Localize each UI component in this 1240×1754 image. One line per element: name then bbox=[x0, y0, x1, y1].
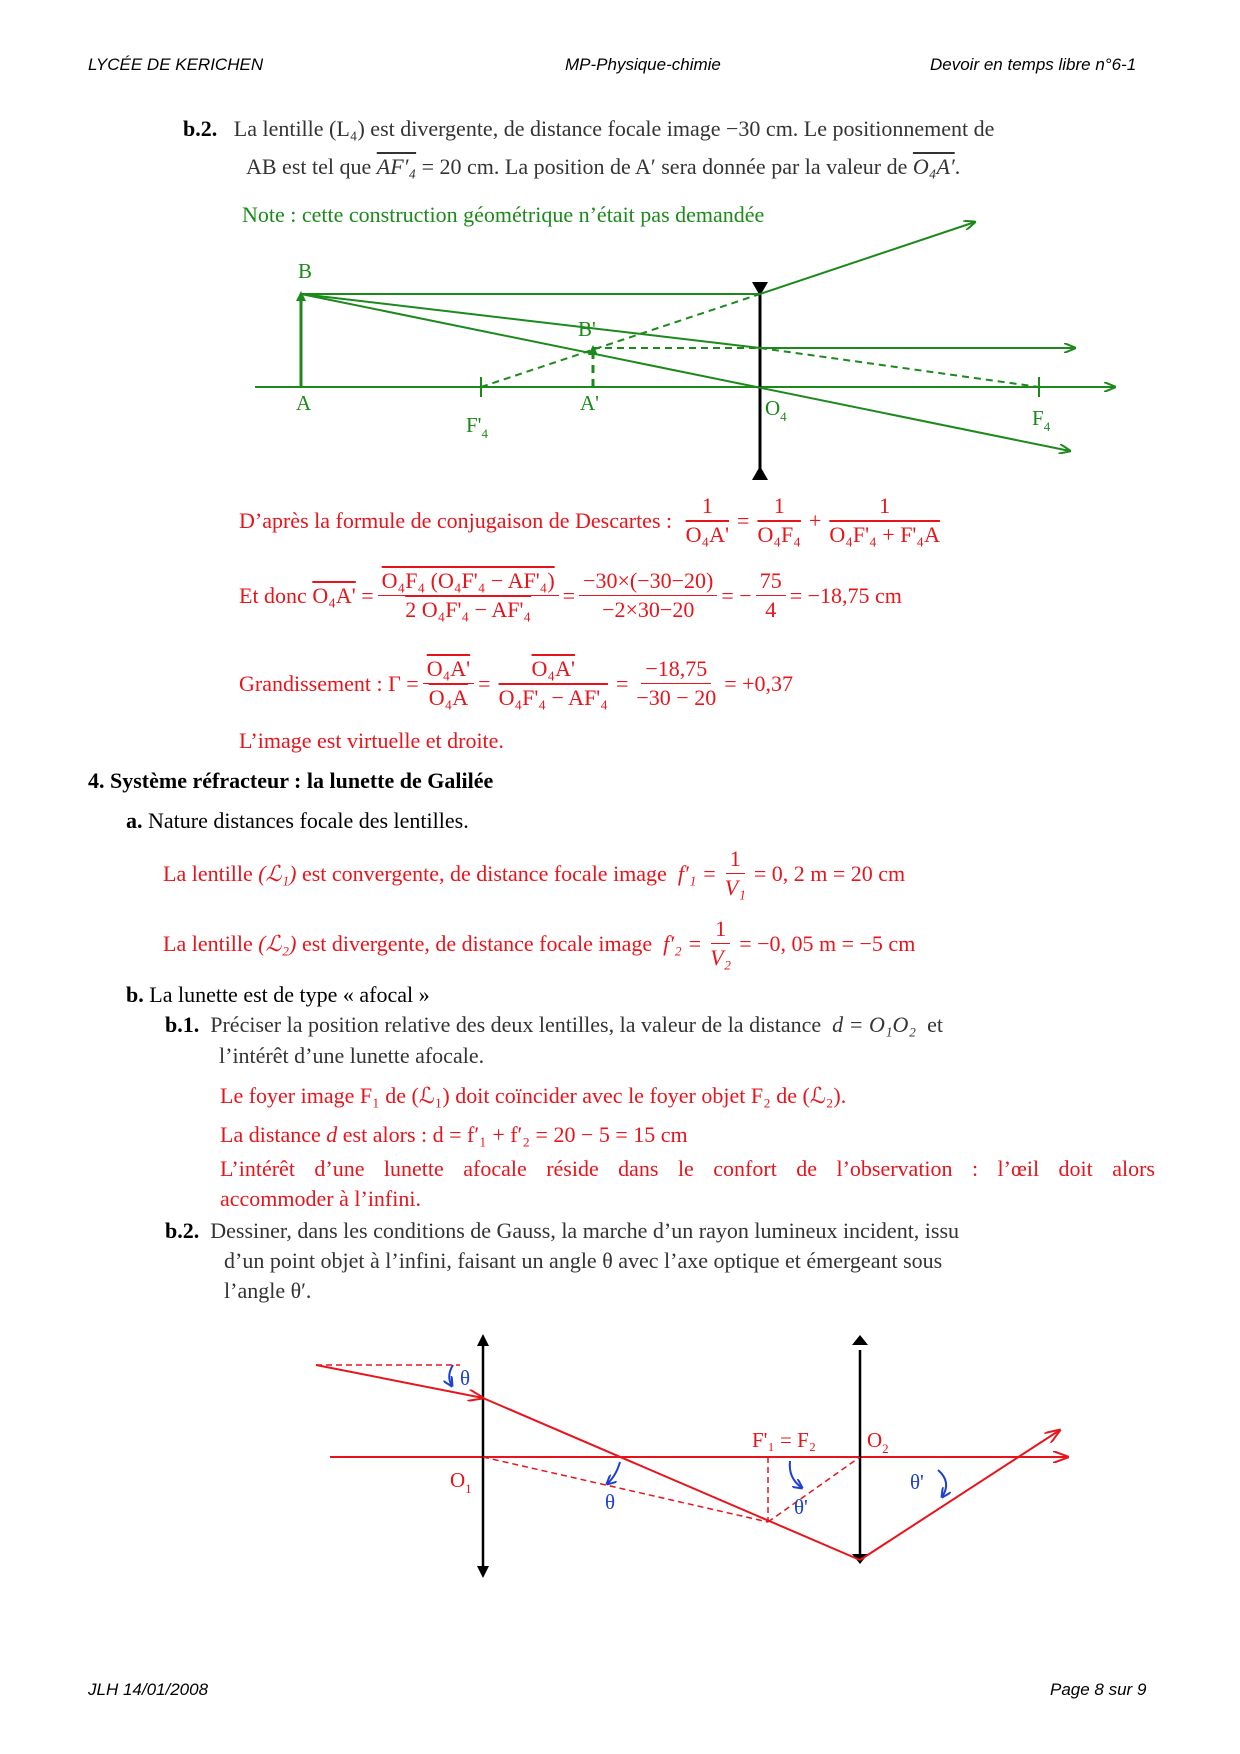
label-theta-incident: θ bbox=[460, 1366, 471, 1390]
b1-statement-line2: l’intérêt d’une lunette afocale. bbox=[219, 1043, 485, 1068]
lens2-fraction: $\frac{1}{\text{V₂}}$ bbox=[710, 916, 732, 970]
lens2-result: = −0, 05 m = −5 cm bbox=[739, 930, 916, 956]
section4-title: 4. Système réfracteur : la lunette de Galilée bbox=[88, 768, 494, 793]
b1-interet-line2: accommoder à l’infini. bbox=[220, 1186, 421, 1211]
descartes-label: D’après la formule de conjugaison de Descartes : bbox=[239, 507, 673, 533]
b2-af4: AF′₄ bbox=[376, 154, 417, 179]
grandissement-result: = +0,37 bbox=[724, 670, 794, 696]
lens-construction-diagram bbox=[240, 210, 1140, 490]
header-left: LYCÉE DE KERICHEN bbox=[88, 55, 264, 74]
ray-focal-to-f4 bbox=[760, 348, 1039, 387]
angle-theta-incident-arrow bbox=[449, 1365, 453, 1386]
ray-parallel-virtual bbox=[481, 294, 760, 387]
b2b-statement-line3: l’angle θ′. bbox=[224, 1278, 312, 1303]
b2-o4a: O₄A′ bbox=[912, 154, 955, 179]
lens1-symbol: (ℒ₁) bbox=[258, 860, 297, 886]
b2-line2-a: AB est tel que bbox=[246, 154, 372, 179]
label-theta-prime-exit: θ' bbox=[910, 1470, 924, 1494]
emergent-ray bbox=[860, 1430, 1060, 1560]
grandissement-fraction-1: $\frac{\text{O₄A'}}{\text{O₄A}}$ bbox=[423, 655, 474, 712]
angle-theta-arrow bbox=[607, 1462, 620, 1484]
lens1-result: = 0, 2 m = 20 cm bbox=[753, 860, 906, 886]
header-center: MP-Physique-chimie bbox=[565, 55, 721, 74]
label-theta: θ bbox=[605, 1490, 616, 1514]
label-o2: $O_2$ bbox=[867, 1428, 889, 1456]
grandissement-label: Grandissement : Γ = bbox=[239, 670, 419, 696]
image-virtual-text: L’image est virtuelle et droite. bbox=[239, 728, 504, 753]
grandissement-fraction-3: $\frac{-18,75}{-30 - 20}$ bbox=[636, 656, 717, 710]
ray-center bbox=[301, 294, 1070, 451]
b2b-statement-line2: d’un point objet à l’infini, faisant un angle θ avec l’axe optique et émergeant sous bbox=[224, 1248, 943, 1273]
footer-left: JLH 14/01/2008 bbox=[88, 1680, 209, 1699]
part-a: a. Nature distances focale des lentilles. bbox=[126, 808, 469, 833]
label-a: A bbox=[296, 391, 312, 415]
label-f4-prime: $F'_4$ bbox=[466, 413, 488, 441]
b1-interet-line1: L’intérêt d’une lunette afocale réside dans le confort de l’observation : l’œil doit alors bbox=[220, 1156, 1155, 1181]
ray-between-lenses bbox=[483, 1398, 860, 1560]
ray-parallel-refracted bbox=[760, 222, 975, 294]
galilean-telescope-diagram bbox=[300, 1325, 1080, 1580]
b2-number: b.2. bbox=[183, 116, 218, 141]
grandissement-fraction-2: $\frac{\text{O₄A'}}{\text{O₄F'₄ − AF'₄}}$ bbox=[498, 656, 608, 710]
grandissement-formula: Grandissement : Γ = $\frac{\text{O₄A'}}{\text{O₄A}}$ = $\frac{\text{O₄A'}}{\text{O₄F'₄ − AF'₄}}$ = $\frac{-18,75}{-30 - 20}$ = +0,37 bbox=[239, 656, 794, 710]
lens2-statement: La lentille (ℒ₂) est divergente, de distance focale image f′₂ = $\frac{1}{\text{V₂}}$ = −0, 05 m = −5 cm bbox=[163, 916, 916, 970]
descartes-term2: $\frac{1}{\text{O₄F'₄ + F'₄A}}$ bbox=[829, 493, 940, 547]
label-b-prime: B' bbox=[578, 317, 596, 341]
construction-line-o2 bbox=[768, 1457, 860, 1522]
etdonc-result: = −18,75 cm bbox=[789, 582, 902, 608]
angle-theta-prime-exit-arrow bbox=[938, 1470, 946, 1497]
lens-bottom-marker bbox=[752, 466, 768, 480]
footer-right: Page 8 sur 9 bbox=[1050, 1680, 1147, 1699]
etdonc-lhs: O₄A' bbox=[312, 582, 356, 608]
b2b-statement-line1: b.2. Dessiner, dans les conditions de Gauss, la marche d’un rayon lumineux incident, issu bbox=[165, 1218, 960, 1243]
lens1-fraction: $\frac{1}{\text{V₁}}$ bbox=[724, 846, 746, 900]
label-theta-prime: θ' bbox=[794, 1495, 808, 1519]
construction-line-o1 bbox=[483, 1457, 768, 1522]
lens2-symbol: (ℒ₂) bbox=[258, 930, 297, 956]
b1-foyer-answer: Le foyer image F₁ de (ℒ₁) doit coïncider avec le foyer objet F₂ de (ℒ₂). bbox=[220, 1083, 847, 1108]
b1-statement-line1: b.1. Préciser la position relative des deux lentilles, la valeur de la distance d = O₁O₂ et bbox=[165, 1012, 943, 1037]
etdonc-fraction-1: $\frac{\text{O₄F₄ (O₄F'₄ − AF'₄)}}{\text{2 O₄F'₄ − AF'₄}}$ bbox=[378, 567, 559, 624]
descartes-term1: $\frac{1}{\text{O₄F₄}}$ bbox=[757, 493, 801, 547]
lens1-statement: La lentille (ℒ₁) est convergente, de distance focale image f′₁ = $\frac{1}{\text{V₁}}$ = 0, 2 m = 20 cm bbox=[163, 846, 906, 900]
label-o4: $O_4$ bbox=[765, 396, 787, 424]
descartes-lhs: $\frac{1}{\text{O₄A'}}$ bbox=[685, 493, 730, 547]
etdonc-label: Et donc bbox=[239, 582, 307, 608]
part-b: b. La lunette est de type « afocal » bbox=[126, 982, 430, 1007]
angle-theta-prime-arrow bbox=[790, 1461, 802, 1488]
label-o1: $O_1$ bbox=[450, 1468, 472, 1496]
label-a-prime: A' bbox=[580, 391, 599, 415]
b2-line2-c: = 20 cm. La position de A′ sera donnée par la valeur de bbox=[421, 154, 908, 179]
label-b: B bbox=[298, 259, 313, 283]
etdonc-formula: Et donc O₄A' = $\frac{\text{O₄F₄ (O₄F'₄ − AF'₄)}}{\text{2 O₄F'₄ − AF'₄}}$ = $\frac{-30\times(-30-20)}{-2\times 30-20}$ = − $\frac{75}{4}$ = −18,75 cm bbox=[239, 568, 902, 622]
label-f1-eq-f2: F'₁ = F₂ bbox=[752, 1428, 817, 1452]
b1-distance-symbol: d = O₁O₂ bbox=[832, 1012, 917, 1037]
b1-distance-answer: La distance d est alors : d = f′₁ + f′₂ = 20 − 5 = 15 cm bbox=[220, 1122, 688, 1147]
etdonc-fraction-3: $\frac{75}{4}$ bbox=[756, 567, 786, 624]
etdonc-fraction-2: $\frac{-30\times(-30-20)}{-2\times 30-20}$ bbox=[579, 567, 717, 624]
header-right: Devoir en temps libre n°6-1 bbox=[930, 55, 1137, 74]
descartes-formula: D’après la formule de conjugaison de Descartes : $\frac{1}{\text{O₄A'}}$ = $\frac{1}{\text{O₄F₄}}$ + $\frac{1}{\text{O₄F'₄ + F'₄A}}$ bbox=[239, 492, 948, 549]
b2-line1-text: La lentille (L₄) est divergente, de distance focale image −30 cm. Le positionnement de bbox=[233, 116, 995, 141]
incident-ray bbox=[316, 1365, 483, 1398]
b2-statement-line1 bbox=[183, 116, 994, 142]
b2-line2-e: . bbox=[954, 154, 961, 179]
note-text: Note : cette construction géométrique n’était pas demandée bbox=[242, 202, 765, 227]
lens2-top-marker bbox=[852, 1335, 868, 1345]
label-f4: $F_4$ bbox=[1032, 406, 1051, 434]
b2-statement-line2 bbox=[246, 154, 960, 180]
